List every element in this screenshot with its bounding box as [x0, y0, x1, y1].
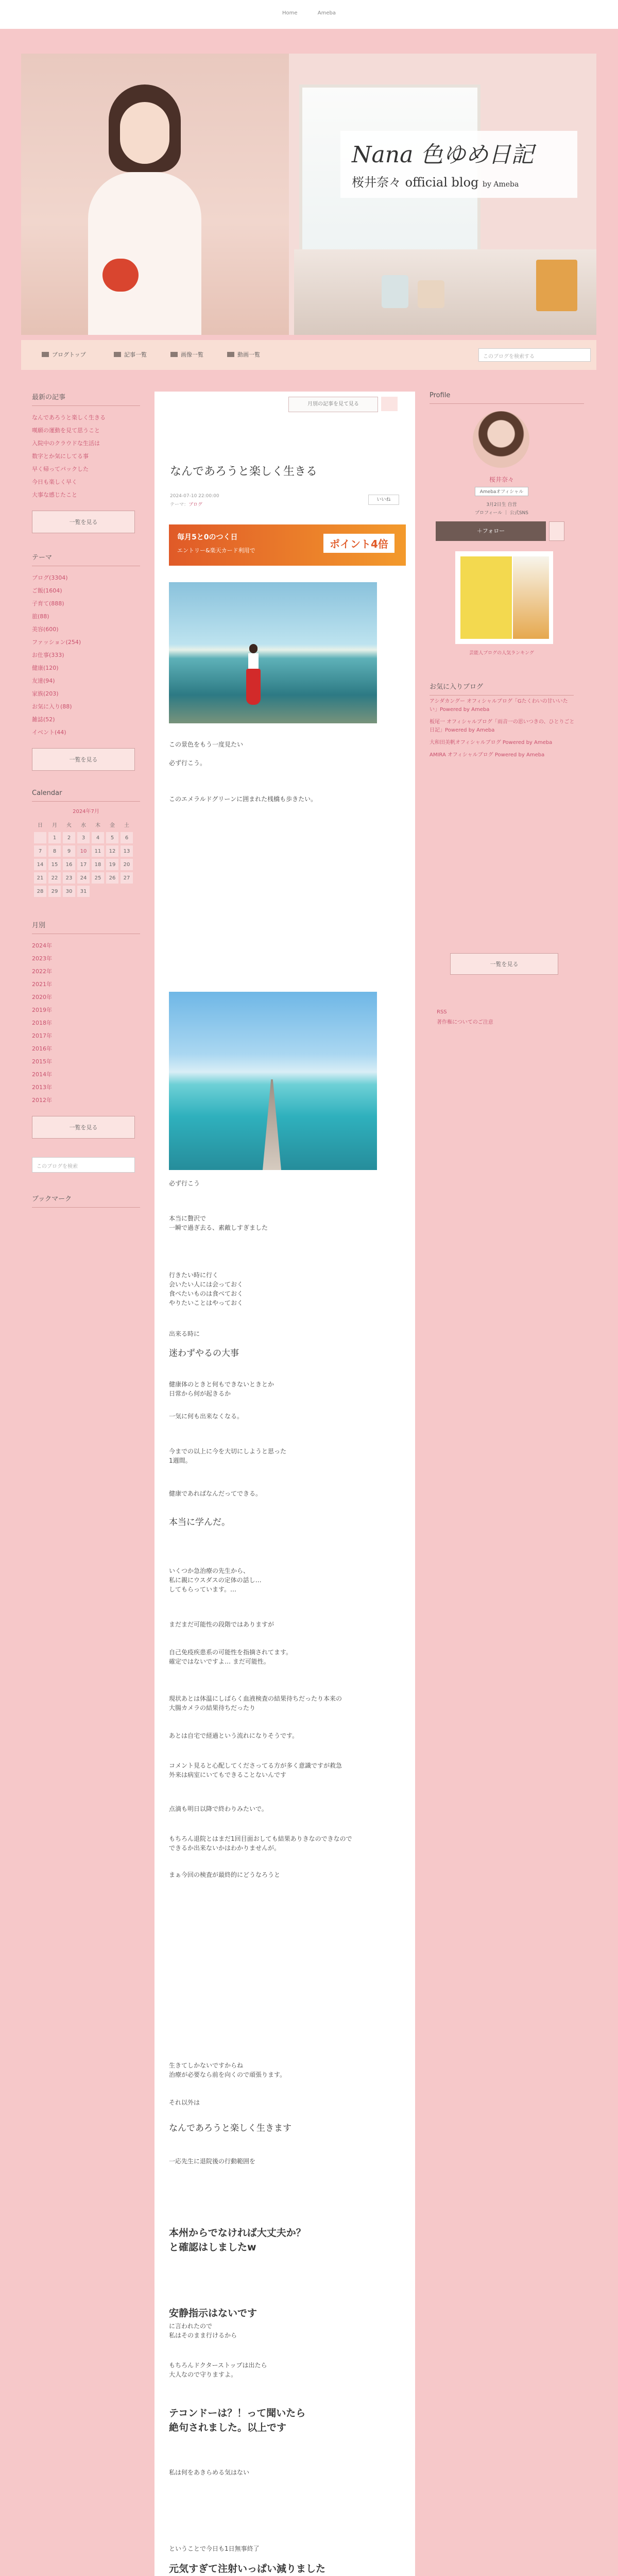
archive-item[interactable]: 2014年 [32, 1071, 52, 1078]
post-paragraph: まぁ今回の検査が最終的にどうなろうと [169, 1871, 281, 1878]
fav-blog-title: お気に入りブログ [430, 681, 574, 696]
post-heading: なんであろうと楽しく生きます [169, 2123, 291, 2133]
post-paragraph: コメント見ると心配してくださってる方が多く意識ですが救急 外来は病室にいてもできることないんです [169, 1762, 342, 1778]
profile-links[interactable]: プロフィール ｜ 公式SNS [475, 511, 528, 516]
rakuten-point-banner[interactable] [169, 524, 406, 566]
global-links [0, 10, 618, 16]
post-heading: 迷わずやるの大事 [169, 1348, 239, 1359]
jar [418, 280, 444, 308]
nav-video-list[interactable]: 動画一覧 [227, 350, 260, 359]
home-icon [42, 352, 49, 357]
monthly-articles-button[interactable]: 月別の記事を見て見る [288, 397, 378, 412]
right-sidebar [430, 392, 584, 1025]
fav-blog-list [430, 698, 575, 764]
profile-name[interactable]: 桜井奈々 [489, 476, 514, 483]
global-header [0, 0, 618, 29]
blog-title-box [340, 131, 577, 198]
fav-blog-item[interactable]: 大和田美帆オフィシャルブログ Powered by Ameba [430, 740, 553, 745]
archive-more-button[interactable]: 一覧を見る [32, 1116, 135, 1139]
theme-item[interactable]: 健康(120) [32, 665, 59, 671]
ameba-link[interactable]: Ameba [317, 10, 336, 16]
post-paragraph: 自己免疫疾患系の可能性を指摘されてます。 確定ではないですよ… まだ可能性。 [169, 1649, 293, 1665]
theme-item[interactable]: 子育て(888) [32, 600, 64, 607]
food-package [536, 260, 577, 311]
rss-link[interactable]: RSS [437, 1009, 447, 1015]
pier-photo[interactable] [169, 992, 377, 1170]
bookmark-title: ブックマーク [32, 1193, 140, 1208]
image-icon [170, 352, 178, 357]
fav-blog-item[interactable]: 板尾一 オフィシャルブログ「雨音一の思いつきの、ひとりごと日記」Powered by Ameba [430, 719, 575, 733]
post-paragraph: 一応先生に退院後の行動範囲を [169, 2158, 256, 2165]
archive-item[interactable]: 2017年 [32, 1032, 52, 1039]
post-heading: テコンドーは？！って聞いたら 絶句されました。以上です [169, 2408, 306, 2433]
post-paragraph: 必ず行こう。 [169, 759, 207, 767]
theme-item[interactable]: ファッション(254) [32, 639, 81, 646]
archive-title: 月別 [32, 920, 140, 934]
theme-item[interactable]: ブログ(3304) [32, 574, 68, 581]
follow-button[interactable]: ＋フォロー [436, 521, 546, 541]
post-paragraph: 出来る時に [169, 1330, 200, 1337]
recent-item[interactable]: 大事な感じたこと [32, 492, 77, 498]
post-paragraph: それ以外は [169, 2099, 200, 2106]
archive-item[interactable]: 2012年 [32, 1097, 52, 1104]
theme-item[interactable]: 家族(203) [32, 690, 59, 697]
theme-item[interactable]: 雑誌(52) [32, 716, 55, 723]
home-link[interactable]: Home [282, 10, 298, 16]
post-heading: 本当に学んだ。 [169, 1517, 230, 1528]
post-paragraph: 健康体のときと何もできないときとか 日常から何が起きるか [169, 1381, 274, 1397]
post-paragraph: 一気に何も出来なくなる。 [169, 1413, 244, 1420]
archive-item[interactable]: 2013年 [32, 1084, 52, 1091]
ranking-link[interactable]: 芸能人ブログの人気ランキング [469, 651, 534, 656]
calendar-caption: 2024年7月 [73, 809, 99, 815]
fav-blog-item[interactable]: AMIRA オフィシャルブログ Powered by Ameba [430, 752, 545, 758]
archive-item[interactable]: 2024年 [32, 942, 52, 949]
calendar-title: Calendar [32, 789, 140, 802]
post-heading: 本州からでなければ大丈夫か？ と確認はしましたw [169, 2227, 306, 2253]
nav-article-list[interactable]: 記事一覧 [114, 350, 147, 359]
blog-header-image[interactable] [21, 54, 596, 335]
archive-list [32, 939, 140, 1107]
theme-more-button[interactable]: 一覧を見る [32, 748, 135, 771]
post-date: 2024-07-10 22:00:00 [170, 494, 219, 499]
archive-item[interactable]: 2022年 [32, 968, 52, 975]
list-icon [114, 352, 121, 357]
recent-item[interactable]: 入院中のクラウドな生活は [32, 440, 100, 447]
post-theme-link[interactable]: ブログ [188, 502, 203, 507]
post-paragraph: まだまだ可能性の段階ではありますが [169, 1621, 274, 1628]
chevron-down-icon[interactable] [549, 521, 564, 541]
theme-list [32, 571, 140, 739]
blog-title: Nana 色ゆめ日記 [352, 142, 534, 168]
profile-info: 3月2日生 自営 [486, 502, 517, 507]
post-paragraph: 健康であればなんだってできる。 [169, 1490, 262, 1497]
post-paragraph: 今までの以上に今を大切にしようと思った 1週間。 [169, 1448, 287, 1464]
theme-item[interactable]: 友達(94) [32, 677, 55, 684]
sidebar-search-input[interactable]: このブログを検索 [32, 1157, 135, 1173]
post-paragraph: ということで今日も1日無事終了 [169, 2545, 260, 2552]
article-column [154, 392, 415, 2576]
calendar-today[interactable]: 10 [77, 845, 90, 857]
post-paragraph: 生きてしかないですからね 治療が必要なら前を向くので頑張ります。 [169, 2062, 286, 2078]
archive-item[interactable]: 2015年 [32, 1058, 52, 1065]
blog-nav [21, 340, 596, 370]
theme-item[interactable]: お仕事(333) [32, 652, 64, 658]
blog-subtitle: 桜井奈々 official blog by Ameba [352, 175, 519, 190]
profile-title: Profile [430, 392, 584, 404]
archive-item[interactable]: 2016年 [32, 1045, 52, 1052]
recent-item[interactable]: 今日も楽しく早く [32, 479, 77, 485]
post-heading: 元気すぎて注射いっぱい減りました [169, 2563, 326, 2574]
post-paragraph: 行きたい時に行く 会いたい人には会っておく 食べたいものは食べておく やりたいことはやっておく [169, 1272, 244, 1307]
recent-more-button[interactable]: 一覧を見る [32, 511, 135, 533]
theme-item[interactable]: 旅(88) [32, 613, 49, 620]
nav-image-list[interactable]: 画像一覧 [170, 350, 203, 359]
blogger-photo [78, 84, 212, 335]
left-sidebar [32, 392, 140, 1213]
banner-point: ポイント4倍 [323, 534, 394, 553]
theme-item[interactable]: 美容(600) [32, 626, 59, 633]
banner-line1: 毎月5と0のつく日 [177, 533, 238, 541]
avatar[interactable] [473, 411, 529, 468]
post-paragraph: この景色をもう一度見たい [169, 741, 244, 748]
like-button[interactable]: いいね [368, 495, 399, 505]
theme-item[interactable]: ご飯(1604) [32, 587, 62, 594]
post-paragraph: 点滴も明日以降で終わりみたいで。 [169, 1805, 268, 1812]
jar [382, 275, 408, 308]
official-badge: Amebaオフィシャル [475, 487, 528, 496]
post-paragraph: 本当に贅沢で 一瞬で過ぎ去る、素敵しすぎました [169, 1215, 268, 1231]
profile-box [430, 392, 584, 546]
archive-item[interactable]: 2018年 [32, 1020, 52, 1026]
book-ad[interactable] [455, 551, 553, 644]
blog-search-input[interactable]: このブログを検索する [478, 348, 591, 362]
post-paragraph: いくつか急治療の先生から、 私に親にウスダスの定体の話し… してもらっています。… [169, 1567, 262, 1593]
tomato [102, 259, 139, 292]
banner-line2: エントリー&楽天カード利用で [177, 547, 255, 554]
chevron-down-icon[interactable] [381, 397, 398, 411]
beach-photo[interactable] [169, 582, 377, 723]
theme-title: テーマ [32, 552, 140, 566]
post-paragraph: このエメラルドグリーンに囲まれた桟橋も歩きたい。 [169, 795, 317, 803]
fav-blog-item[interactable]: アシダカングー オフィシャルブログ「Gたくわいの甘いいたい」Powered by Ameba [430, 699, 568, 713]
post-title[interactable]: なんであろうと楽しく生きる [170, 465, 318, 478]
post-paragraph: 私は何をあきらめる気はない [169, 2469, 250, 2476]
post-paragraph: もちろんドクターストップは出たら 大人なので守りますよ。 [169, 2362, 267, 2378]
post-paragraph: 現状あとは体温にしばらく血液検査の結果待ちだったり本来の 大腸カメラの結果待ちだったり [169, 1695, 342, 1711]
theme-item[interactable]: イベント(44) [32, 729, 66, 736]
recent-item[interactable]: 数字とか気にしてる事 [32, 453, 89, 460]
post-theme: テーマ：ブログ [170, 502, 203, 507]
video-icon [227, 352, 234, 357]
archive-item[interactable]: 2019年 [32, 1007, 52, 1013]
post-heading: 安静指示はないです [169, 2308, 258, 2319]
theme-item[interactable]: お気に入り(88) [32, 703, 72, 710]
post-paragraph: に言われたので 私はそのまま行けるから [169, 2323, 237, 2339]
recent-item[interactable]: 早く帰ってパックした [32, 466, 89, 472]
recent-list [32, 411, 140, 501]
nav-blog-top[interactable]: ブログトップ [42, 350, 86, 359]
post-paragraph: あとは自宅で経過という流れになりそうです。 [169, 1732, 299, 1739]
copyright-link[interactable]: 著作権についてのご注意 [437, 1020, 493, 1025]
archive-item[interactable]: 2020年 [32, 994, 52, 1001]
recent-title: 最新の記事 [32, 392, 140, 406]
archive-item[interactable]: 2021年 [32, 981, 52, 988]
archive-item[interactable]: 2023年 [32, 955, 52, 962]
recent-item[interactable]: 嘆願の運動を見て思うこと [32, 427, 100, 434]
fav-more-button[interactable]: 一覧を見る [450, 953, 558, 975]
footer-links [437, 1007, 493, 1028]
calendar: 日 月 火 水 木 金 土 1 2 3 4 5 6 7 8 9 10 11 12 13 14 15 16 17 18 19 20 21 22 23 24 25 26 27 28 29 30 31 [32, 817, 135, 899]
post-paragraph: 必ず行こう [169, 1180, 200, 1187]
recent-item[interactable]: なんであろうと楽しく生きる [32, 414, 106, 421]
post-paragraph: もちろん退院とはまだ1回目面おしても結果ありきなのできなので できるか出来ないかはわかりませんが。 [169, 1835, 352, 1852]
